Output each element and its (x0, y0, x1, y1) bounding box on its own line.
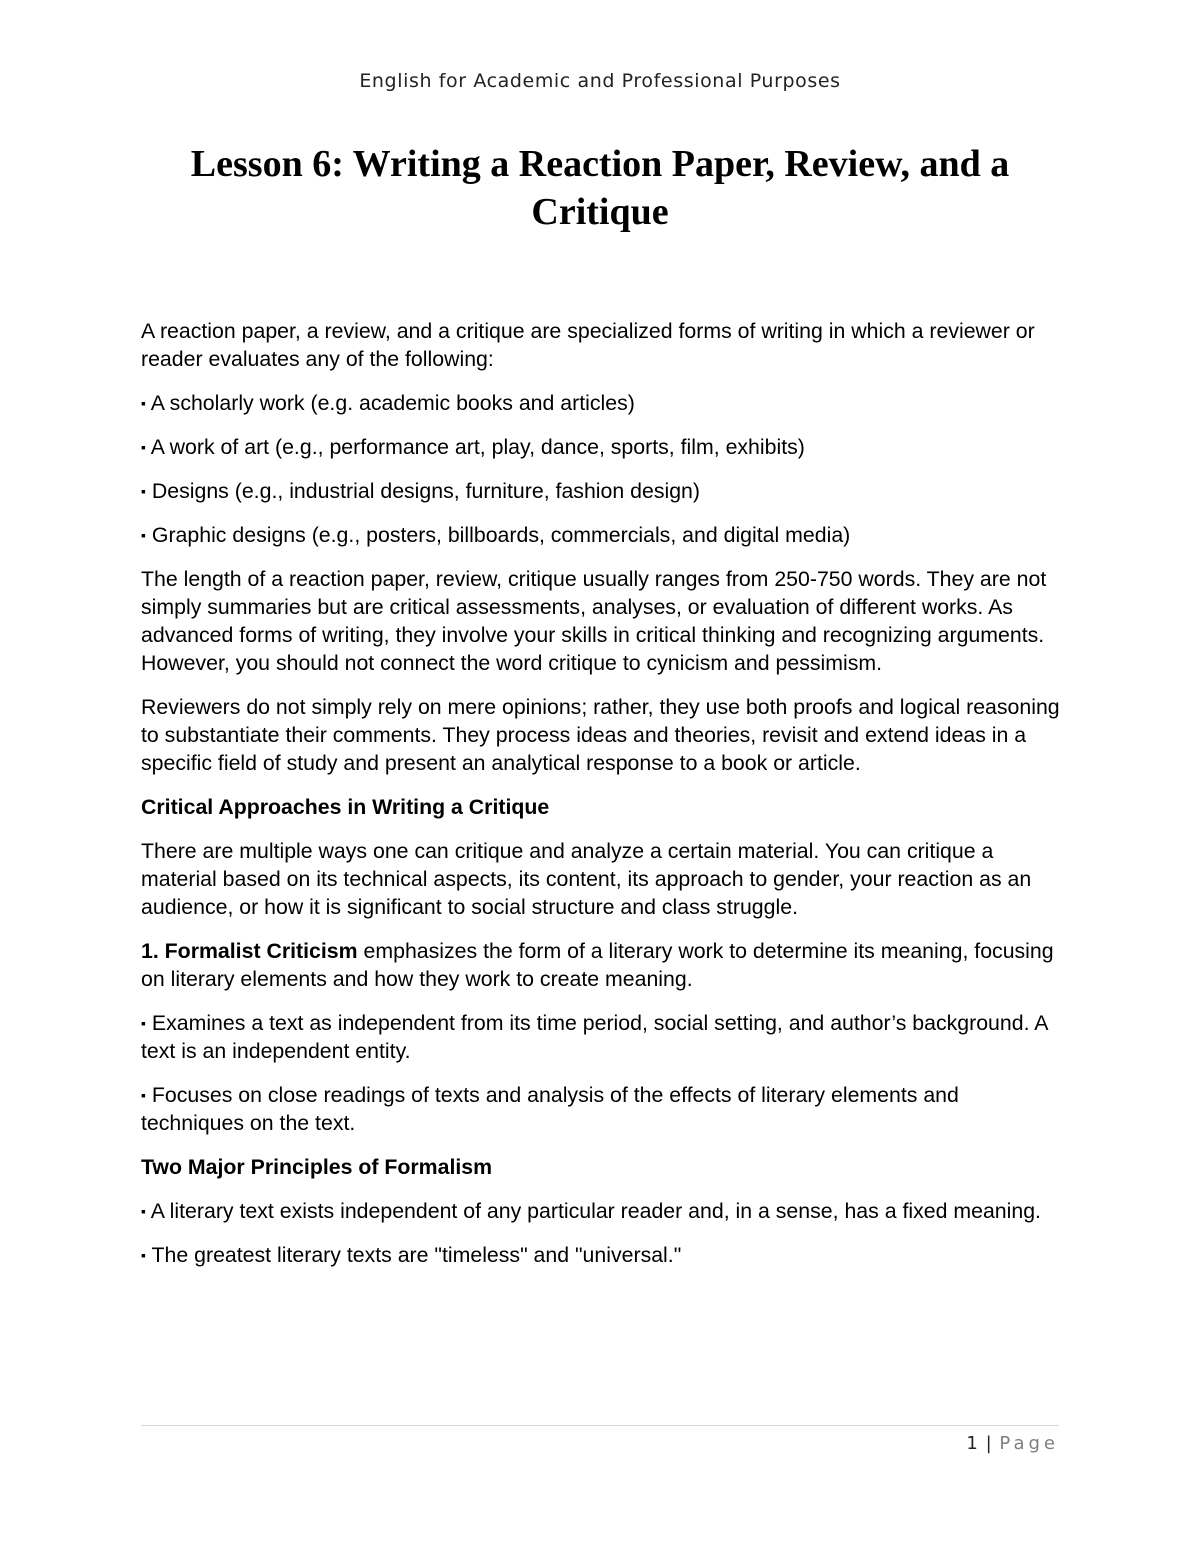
bullet-marker: ▪ (141, 1203, 146, 1219)
list-item (141, 521, 1061, 549)
bullet-marker: ▪ (141, 527, 146, 543)
list-item (141, 389, 1061, 417)
reviewers-paragraph: Reviewers do not simply rely on mere opinions; rather, they use both proofs and logical reasoning to substantiate their comments. They process ideas and theories, revisit and extend ideas in a specific field of study and present an analytical response to a book or article. (141, 695, 1060, 775)
intro-paragraph: A reaction paper, a review, and a critique are specialized forms of writing in which a reviewer or reader evaluates any of the following: (141, 319, 1035, 371)
list-item (141, 1081, 1061, 1137)
list-item-text: Examines a text as independent from its time period, social setting, and author’s background. A text is an independent entity. (141, 1011, 1048, 1063)
formalist-term: 1. Formalist Criticism (141, 939, 358, 963)
running-header: English for Academic and Professional Purposes (359, 70, 841, 92)
formalist-paragraph (141, 937, 1061, 993)
page-number: 1 (966, 1433, 978, 1454)
list-item (141, 1009, 1061, 1065)
bullet-marker: ▪ (141, 395, 146, 411)
list-item (141, 433, 1061, 461)
page-separator: | (985, 1433, 992, 1454)
title-line-2: Critique (531, 191, 669, 233)
document-body (141, 317, 1061, 1285)
length-paragraph: The length of a reaction paper, review, critique usually ranges from 250-750 words. They are not simply summaries but are critical assessments, analyses, or evaluation of different works. As advanced forms of writing, they involve your skills in critical thinking and recognizing arguments. However, you should not connect the word critique to cynicism and pessimism. (141, 567, 1047, 675)
list-item (141, 1197, 1061, 1225)
page-title (140, 140, 1060, 236)
page-label: Page (999, 1433, 1059, 1454)
page-footer (141, 1433, 1059, 1454)
list-item (141, 1241, 1061, 1269)
list-item-text: A work of art (e.g., performance art, play, dance, sports, film, exhibits) (150, 435, 805, 459)
bullet-marker: ▪ (141, 1247, 146, 1263)
list-item-text: A literary text exists independent of any particular reader and, in a sense, has a fixed meaning. (150, 1199, 1041, 1223)
section-heading-critical-approaches: Critical Approaches in Writing a Critique (141, 795, 550, 819)
list-item-text: Focuses on close readings of texts and analysis of the effects of literary elements and techniques on the text. (141, 1083, 959, 1135)
bullet-marker: ▪ (141, 483, 146, 499)
footer-divider (141, 1425, 1059, 1426)
section-heading-principles: Two Major Principles of Formalism (141, 1155, 493, 1179)
bullet-marker: ▪ (141, 439, 146, 455)
bullet-marker: ▪ (141, 1087, 146, 1103)
list-item (141, 477, 1061, 505)
title-line-1: Lesson 6: Writing a Reaction Paper, Review, and a (190, 143, 1010, 185)
formalist-definition: emphasizes the form of a literary work to determine its meaning, focusing on literary elements and how they work to create meaning. (141, 939, 1054, 991)
list-item-text: A scholarly work (e.g. academic books and articles) (150, 391, 635, 415)
list-item-text: Graphic designs (e.g., posters, billboards, commercials, and digital media) (151, 523, 851, 547)
approaches-paragraph: There are multiple ways one can critique and analyze a certain material. You can critique a material based on its technical aspects, its content, its approach to gender, your reaction as an audience, or how it is significant to social structure and class struggle. (141, 839, 1032, 919)
list-item-text: The greatest literary texts are "timeless" and "universal." (151, 1243, 682, 1267)
list-item-text: Designs (e.g., industrial designs, furniture, fashion design) (151, 479, 700, 503)
bullet-marker: ▪ (141, 1015, 146, 1031)
